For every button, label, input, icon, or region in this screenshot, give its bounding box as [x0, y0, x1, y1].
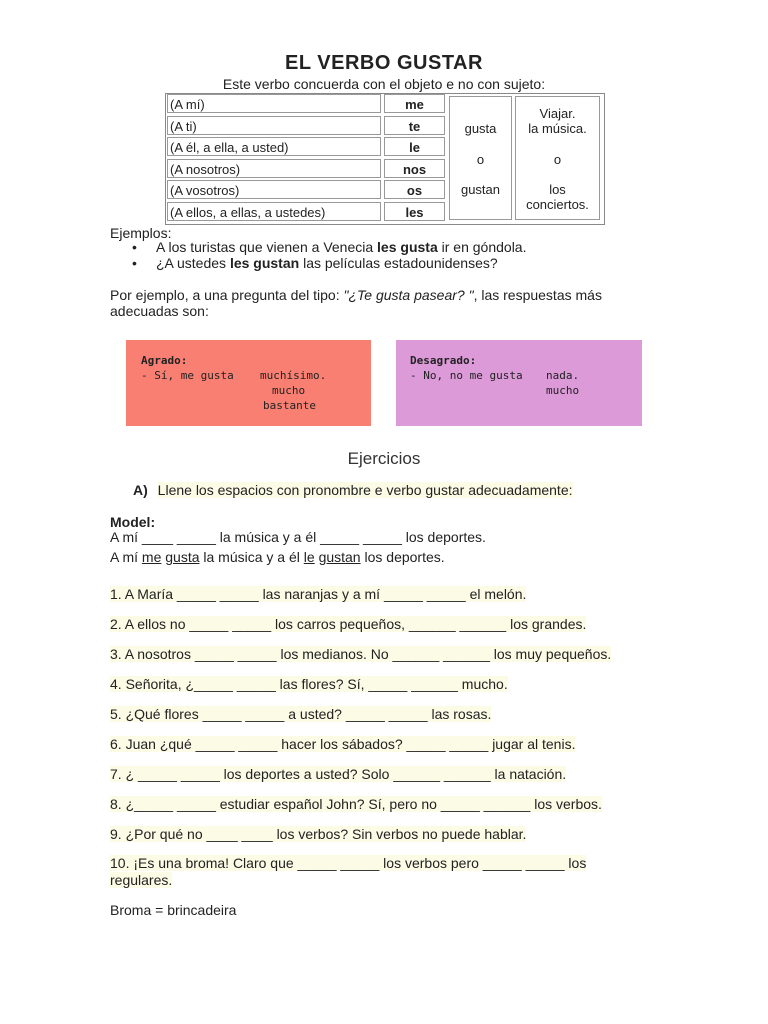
question-italic: "¿Te gusta pasear? " [343, 287, 474, 303]
desagrado-degree: nada. [546, 369, 580, 382]
model-question: A mí ____ _____ la música y a él _____ _____ los deportes. [110, 529, 486, 545]
exercise-item [110, 706, 491, 722]
exercise-item [110, 796, 602, 812]
exercise-text: 1. A María _____ _____ las naranjas y a mí _____ _____ el melón. [110, 586, 527, 602]
object-connector: o [553, 152, 562, 167]
pronoun-cell: (A vosotros) [167, 180, 381, 199]
pronoun-cell: (A mí) [167, 94, 381, 113]
example-text: ir en góndola. [437, 239, 527, 255]
bullet-icon: • [132, 255, 137, 271]
object-text: los [549, 182, 566, 197]
verb-form: gustan [460, 182, 501, 197]
agrado-degree: mucho [272, 384, 306, 397]
example-text: las películas estadounidenses? [299, 255, 498, 271]
example-item [132, 239, 526, 255]
objects-cell [515, 96, 600, 220]
example-text: ¿A ustedes [156, 255, 230, 271]
page-subtitle: Este verbo concuerda con el objeto e no con sujeto: [222, 76, 546, 92]
verb-form-connector: o [476, 152, 485, 167]
exercises-heading: Ejercicios [347, 449, 421, 468]
exercise-item [110, 586, 526, 602]
desagrado-heading: Desagrado: [410, 354, 477, 367]
model-label: Model: [110, 514, 156, 530]
model-answer-text: A mí [110, 549, 142, 565]
object-pronoun-cell: le [384, 137, 445, 156]
exercise-text: 5. ¿Qué flores _____ _____ a usted? _____ _____ las rosas. [110, 706, 492, 722]
model-answer-text: la música y a él [199, 549, 304, 565]
exercise-item [110, 616, 586, 632]
agrado-box [126, 340, 371, 426]
page-title: EL VERBO GUSTAR [285, 52, 483, 74]
model-answer-underlined: le [303, 549, 315, 565]
agrado-degree: muchísimo. [260, 369, 327, 382]
exercise-item [110, 676, 508, 692]
model-answer [110, 549, 445, 565]
instruction-text: Llene los espacios con pronombre e verbo gustar adecuadamente: [157, 482, 573, 498]
model-answer-underlined: gusta [165, 549, 200, 565]
example-bold: les gustan [229, 255, 300, 271]
desagrado-phrase: - No, no me gusta [410, 369, 523, 382]
verb-form: gusta [464, 121, 497, 136]
exercise-item [110, 826, 526, 842]
question-paragraph [110, 287, 650, 319]
bullet-icon: • [132, 239, 137, 255]
verb-forms-cell [449, 96, 512, 220]
example-bold: les gusta [377, 239, 438, 255]
object-text: Viajar. [539, 106, 576, 121]
pronoun-cell: (A ellos, a ellas, a ustedes) [167, 202, 381, 221]
exercise-text: 7. ¿ _____ _____ los deportes a usted? Solo ______ ______ la natación. [110, 766, 567, 782]
desagrado-degree: mucho [546, 384, 580, 397]
exercise-text: 8. ¿_____ _____ estudiar español John? Sí, pero no _____ ______ los verbos. [110, 796, 602, 812]
agrado-heading: Agrado: [141, 354, 188, 367]
model-answer-text: los deportes. [360, 549, 445, 565]
exercise-text: 2. A ellos no _____ _____ los carros pequeños, ______ ______ los grandes. [110, 616, 587, 632]
section-letter: A) [133, 482, 148, 498]
object-pronoun-cell: te [384, 116, 445, 135]
question-text: Por ejemplo, a una pregunta del tipo: [110, 287, 344, 303]
object-text: la música. [528, 121, 587, 136]
exercise-text: 6. Juan ¿qué _____ _____ hacer los sábados? _____ _____ jugar al tenis. [110, 736, 576, 752]
model-answer-underlined: me [141, 549, 162, 565]
exercise-text: 9. ¿Por qué no ____ ____ los verbos? Sin verbos no puede hablar. [110, 826, 527, 842]
object-pronoun-cell: nos [384, 159, 445, 178]
exercise-item [110, 646, 611, 662]
agrado-degree: bastante [263, 399, 316, 412]
exercise-item [110, 766, 566, 782]
object-pronoun-cell: les [384, 202, 445, 221]
exercise-item [110, 855, 610, 889]
exercise-text: 4. Señorita, ¿_____ _____ las flores? Sí, _____ ______ mucho. [110, 676, 508, 692]
exercise-instruction [133, 482, 573, 498]
pronoun-cell: (A ti) [167, 116, 381, 135]
footnote: Broma = brincadeira [110, 902, 237, 918]
agrado-phrase: - Sí, me gusta [141, 369, 234, 382]
exercise-item [110, 736, 575, 752]
model-answer-underlined: gustan [318, 549, 361, 565]
question-text: , las respuestas más adecuadas son: [110, 287, 602, 319]
exercise-text: 10. ¡Es una broma! Claro que _____ _____ los verbos pero _____ _____ los regulares. [110, 855, 587, 888]
examples-label: Ejemplos: [110, 225, 172, 241]
desagrado-box [396, 340, 642, 426]
object-text: conciertos. [526, 197, 589, 212]
pronoun-cell: (A él, a ella, a usted) [167, 137, 381, 156]
object-pronoun-cell: os [384, 180, 445, 199]
object-pronoun-cell: me [384, 94, 445, 113]
pronoun-cell: (A nosotros) [167, 159, 381, 178]
example-text: A los turistas que vienen a Venecia [156, 239, 378, 255]
exercise-text: 3. A nosotros _____ _____ los medianos. No ______ ______ los muy pequeños. [110, 646, 612, 662]
example-item [132, 255, 498, 271]
